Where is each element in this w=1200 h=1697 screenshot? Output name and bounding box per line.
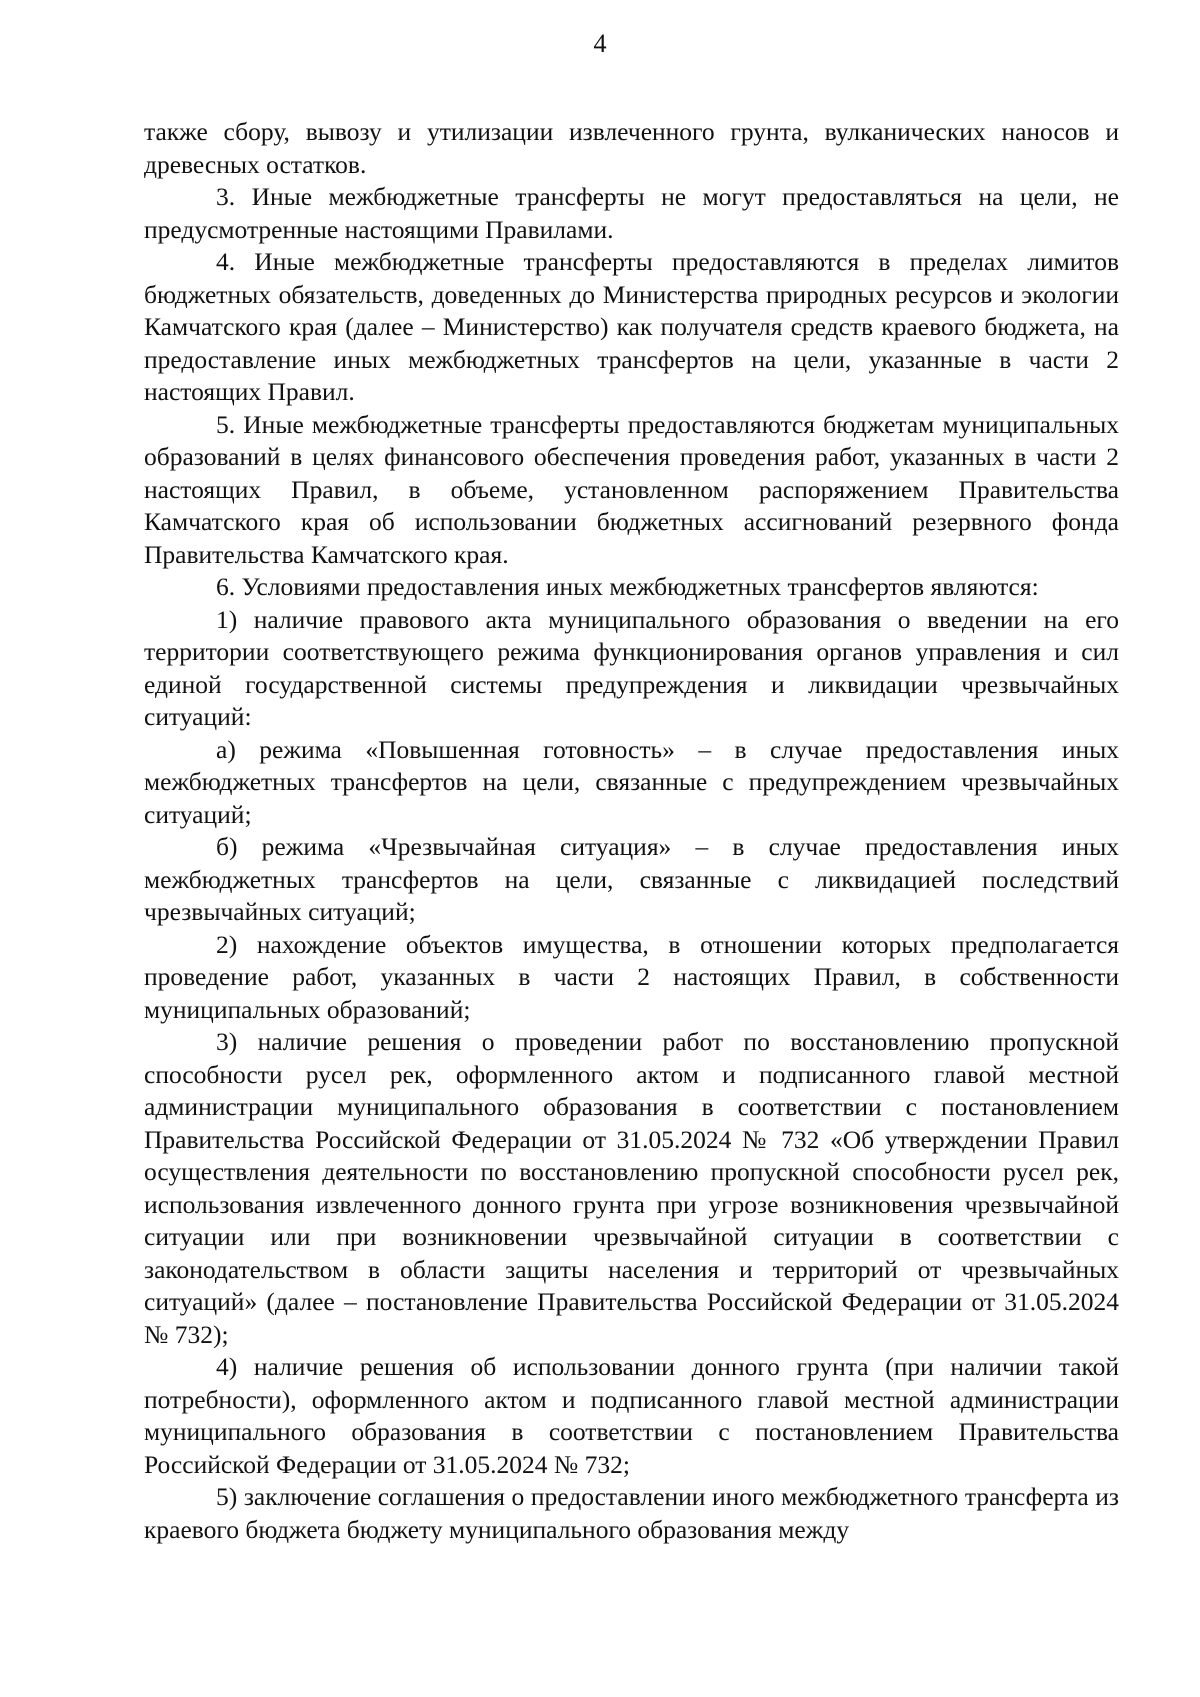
page-number: 4 xyxy=(593,29,607,58)
paragraph-subitem-1a: а) режима «Повышенная готовность» – в случае предоставления иных межбюджетных трансфертов на цели, связанные с предупреждением чрезвычайных ситуаций; xyxy=(144,734,1119,829)
paragraph-item-3: 3. Иные межбюджетные трансферты не могут предоставляться на цели, не предусмотренные настоящими Правилами. xyxy=(144,182,1119,244)
paragraph-subitem-3: 3) наличие решения о проведении работ по восстановлению пропускной способности русел рек, оформленного актом и подписанного главой местной администрации муниципального образования в соответствии с постановлением Правительства Российской Федерации от 31.05.2024 № 732 «Об утверждении Правил осуществления деятельности по восстановлению пропускной способности русел рек, использования извлеченного донного грунта при угрозе возникновения чрезвычайной ситуации или при возникновении чрезвычайной ситуации в соответствии с законодательством в области защиты населения и территорий от чрезвычайных ситуаций» (далее – постановление Правительства Российской Федерации от 31.05.2024 № 732); xyxy=(144,1027,1119,1349)
paragraph-continuation: также сбору, вывозу и утилизации извлеченного грунта, вулканических наносов и древесных остатков. xyxy=(144,117,1119,179)
paragraph-item-4: 4. Иные межбюджетные трансферты предоставляются в пределах лимитов бюджетных обязательств, доведенных до Министерства природных ресурсов и экологии Камчатского края (далее – Министерство) как получателя средств краевого бюджета, на предоставление иных межбюджетных трансфертов на цели, указанные в части 2 настоящих Правил. xyxy=(144,247,1119,406)
paragraph-item-6: 6. Условиями предоставления иных межбюджетных трансфертов являются: xyxy=(216,572,1039,601)
paragraph-subitem-5: 5) заключение соглашения о предоставлении иного межбюджетного трансферта из краевого бюджета бюджету муниципального образования между xyxy=(144,1482,1119,1544)
paragraph-subitem-4: 4) наличие решения об использовании донного грунта (при наличии такой потребности), оформленного актом и подписанного главой местной администрации муниципального образования в соответствии с постановлением Правительства Российской Федерации от 31.05.2024 № 732; xyxy=(144,1352,1119,1479)
paragraph-subitem-1: 1) наличие правового акта муниципального образования о введении на его территории соответствующего режима функционирования органов управления и сил единой государственной системы предупреждения и ликвидации чрезвычайных ситуаций: xyxy=(144,604,1119,731)
paragraph-subitem-2: 2) нахождение объектов имущества, в отношении которых предполагается проведение работ, указанных в части 2 настоящих Правил, в собственности муниципальных образований; xyxy=(144,929,1119,1024)
paragraph-subitem-1b: б) режима «Чрезвычайная ситуация» – в случае предоставления иных межбюджетных трансфертов на цели, связанные с ликвидацией последствий чрезвычайных ситуаций; xyxy=(144,832,1119,926)
document-body xyxy=(144,116,1119,1546)
paragraph-item-5: 5. Иные межбюджетные трансферты предоставляются бюджетам муниципальных образований в целях финансового обеспечения проведения работ, указанных в части 2 настоящих Правил, в объеме, установленном распоряжением Правительства Камчатского края об использовании бюджетных ассигнований резервного фонда Правительства Камчатского края. xyxy=(144,409,1119,569)
